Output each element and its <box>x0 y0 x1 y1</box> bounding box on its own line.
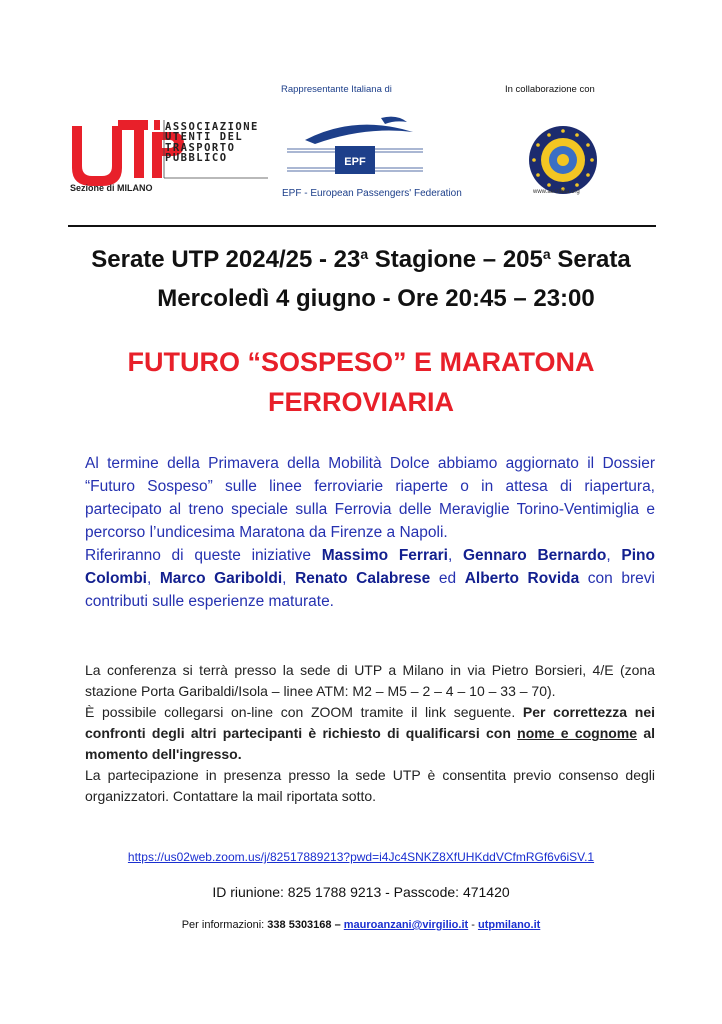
note-text-b: al momento dell'ingresso. <box>85 725 655 762</box>
logistics-section <box>85 660 655 807</box>
presence-paragraph: La partecipazione in presenza presso la sede UTP è consentita previo consenso degli organizzatori. Contattare la mail riportata sotto. <box>85 767 655 804</box>
description-intro: Al termine della Primavera della Mobilità Dolce abbiamo aggiornato il Dossier “Futuro Sospeso” sulle linee ferroviarie riaperte o in attesa di riapertura, partecipato al treno speciale sulla Ferrovia delle Meraviglie Torino-Ventimiglia e percorso l’undicesima Maratona da Firenze a Napoli. <box>85 455 655 541</box>
utp-assoc-line: UTENTI DEL <box>165 131 244 144</box>
epf-logo-text: EPF <box>344 156 366 168</box>
separator: ed <box>430 570 465 587</box>
utp-assoc-line: ASSOCIAZIONE <box>165 121 259 133</box>
season-text-c: Serata <box>550 246 631 273</box>
season-text-b: Stagione – 205 <box>368 246 543 273</box>
event-title <box>70 342 652 422</box>
epf-logo <box>285 108 425 183</box>
event-title-line: FUTURO “SOSPESO” E MARATONA <box>127 347 595 377</box>
utp-section-label: Sezione di MILANO <box>70 183 153 193</box>
epf-caption-top: Rappresentante Italiana di <box>281 84 392 95</box>
contact-line <box>0 919 722 931</box>
zoom-link[interactable]: https://us02web.zoom.us/j/82517889213?pwd=i4Jc4SNKZ8XfUHKddVCfmRGf6v6iSV.1 <box>127 850 595 864</box>
speaker-name: Renato Calabrese <box>295 570 431 587</box>
speakers-tail: con brevi contributi sulle esperienze maturate. <box>85 570 655 610</box>
meeting-id-line: ID riunione: 825 1788 9213 - Passcode: 471420 <box>212 884 510 900</box>
speaker-name: Marco Gariboldi <box>159 570 283 587</box>
event-description <box>85 452 655 613</box>
event-title-line: FERROVIARIA <box>267 387 454 417</box>
epf-caption-bottom: EPF - European Passengers' Federation <box>282 188 462 199</box>
contact-lead: Per informazioni: <box>181 919 268 931</box>
venue-paragraph: La conferenza si terrà presso la sede di UTP a Milano in via Pietro Borsieri, 4/E (zona stazione Porta Garibaldi/Isola – linee ATM: M2 – M5 – 2 – 4 – 10 – 33 – 70). <box>85 662 655 699</box>
contact-email-link[interactable]: mauroanzani@virgilio.it <box>343 919 469 931</box>
header-divider <box>68 225 656 227</box>
separator: , <box>606 547 622 564</box>
season-superscript: a <box>360 246 369 262</box>
speakers-lead: Riferiranno di queste iniziative <box>85 547 322 564</box>
note-underlined: nome e cognome <box>517 725 638 741</box>
collaboration-caption: In collaborazione con <box>505 84 595 95</box>
note-text-a: Per correttezza nei confronti degli altri partecipanti è richiesto di qualificarsi con <box>85 704 655 741</box>
utp-assoc-line: PUBBLICO <box>165 152 228 165</box>
separator: - <box>468 919 478 931</box>
zoom-intro: È possibile collegarsi on-line con ZOOM tramite il link seguente. <box>85 704 523 720</box>
evening-superscript: a <box>542 246 551 262</box>
event-date-line: Mercoledì 4 giugno - Ore 20:45 – 23:00 <box>157 285 595 312</box>
speaker-name: Gennaro Bernardo <box>462 547 607 564</box>
event-season-line <box>0 246 722 274</box>
separator: – <box>331 919 344 931</box>
utp-association-name <box>165 122 259 164</box>
website-link[interactable]: utpmilano.it <box>477 919 541 931</box>
speaker-name: Pino Colombi <box>85 547 655 587</box>
zoom-paragraph <box>85 702 655 765</box>
separator: , <box>147 570 160 587</box>
utp-assoc-line: TRASPORTO <box>165 141 236 154</box>
speaker-name: Massimo Ferrari <box>321 547 448 564</box>
aec-url: www.aecitalia.org <box>533 189 580 195</box>
speaker-name: Alberto Rovida <box>464 570 580 587</box>
contact-phone: 338 5303168 <box>267 919 332 931</box>
separator: , <box>282 570 296 587</box>
speakers-paragraph <box>85 544 655 613</box>
separator: , <box>447 547 463 564</box>
season-text-a: Serate UTP 2024/25 - 23 <box>91 246 361 273</box>
